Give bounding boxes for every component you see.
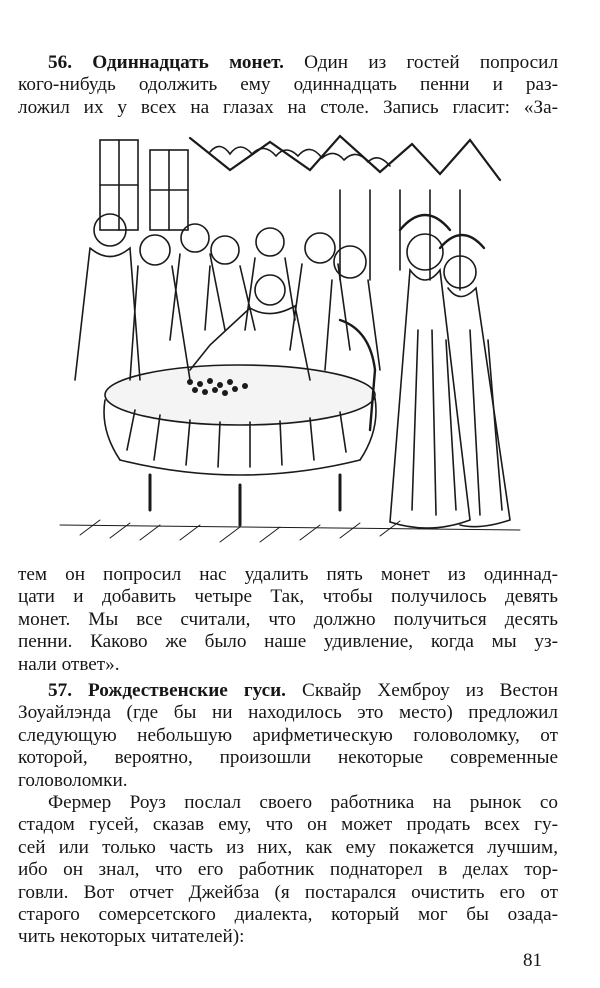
text-line: чить некоторых читателей):	[18, 926, 245, 948]
text-line: нали ответ».	[18, 653, 120, 675]
standing-gentlemen	[75, 214, 380, 380]
text-line: говли. Вот отчет Джейбза (я постарался очистить его от	[18, 881, 558, 903]
section-57-number: 57.	[48, 680, 72, 701]
section-57-heading-line	[18, 680, 558, 702]
section-57	[18, 680, 558, 949]
section-56-continuation	[18, 564, 558, 676]
section-56-number: 56.	[48, 52, 72, 73]
text-line: следующую небольшую арифметическую головоломку, от	[18, 724, 558, 746]
section-57-title: Рождественские гуси.	[88, 680, 286, 701]
text-line: старого сомерсетского диалекта, который мог бы озада-	[18, 904, 558, 926]
text-line: сей или только часть из них, как ему покажется лучшим,	[18, 836, 558, 858]
section-56-heading-line	[18, 52, 558, 74]
round-table	[105, 365, 375, 425]
section-56-title: Одиннадцать монет.	[92, 52, 284, 73]
text-line: ложил их у всех на глазах на столе. Запись гласит: «За-	[18, 96, 558, 118]
text-line: цати и добавить четыре Так, чтобы получилось девять	[18, 586, 558, 608]
text-line: стадом гусей, сказав ему, что он может продать всех гу-	[18, 814, 558, 836]
text-line: Зоуайлэнда (где бы ни находилось это место) предложил	[18, 702, 558, 724]
text-line: тем он попросил нас удалить пять монет из одиннад-	[18, 564, 558, 585]
page-number: 81	[523, 950, 542, 971]
text-line: монет. Мы все считали, что должно получиться десять	[18, 608, 558, 630]
text-line: ибо он знал, что его работник поднаторел в делах тор-	[18, 859, 558, 881]
ladies	[390, 215, 510, 528]
illustration-gentlemen-coins	[40, 130, 550, 560]
text-line: которой, вероятно, произошли некоторые современные	[18, 747, 558, 769]
text-line: кого-нибудь одолжить ему одиннадцать пенни и раз-	[18, 74, 558, 96]
section-56-first-line: Один из гостей попросил	[304, 52, 559, 73]
text-line: Фермер Роуз послал своего работника на рынок со	[48, 792, 558, 814]
section-56-intro	[18, 52, 558, 119]
text-line: головоломки.	[18, 769, 128, 791]
text-line: пенни. Каково же было наше удивление, когда мы уз-	[18, 631, 558, 653]
section-57-first-line: Сквайр Хемброу из Вестон	[302, 680, 558, 701]
